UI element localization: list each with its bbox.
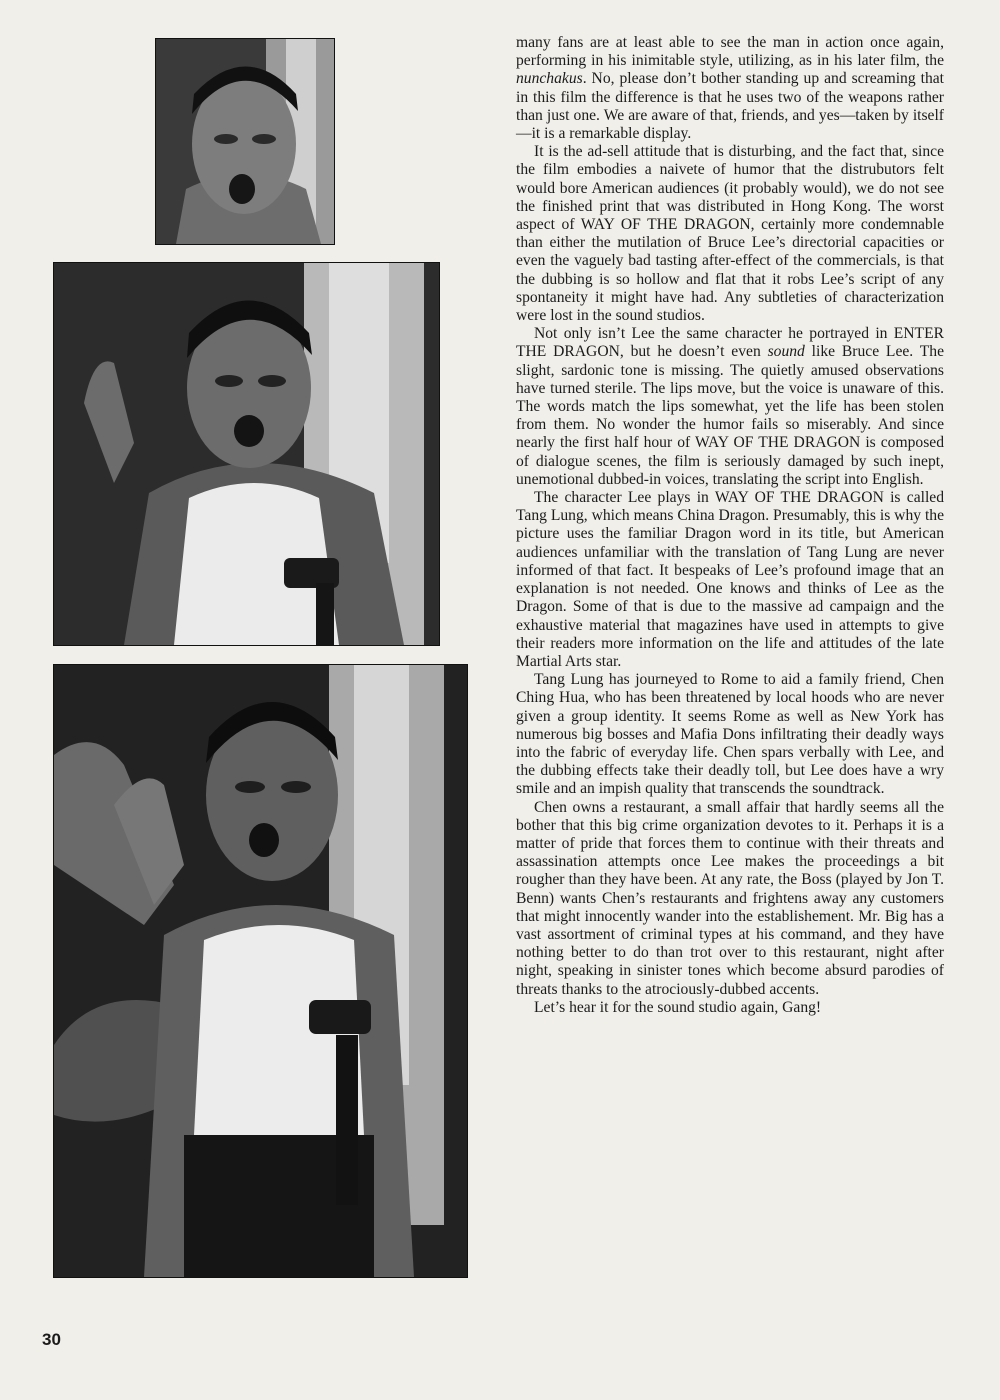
article-paragraph-1 — [516, 34, 944, 143]
article-paragraph-4: The character Lee plays in WAY OF THE DRAGON is called Tang Lung, which means China Dragon. Presumably, this is why the picture uses the familiar Dragon word in its title, but American audiences unfamiliar with the translation of Tang Lung are never informed of that fact. It bespeaks of Lee’s profound image that an explanation is not needed. One knows and thinks of Lee as the Dragon. Some of that is due to the massive ad campaign and the exhaustive material that magazines have used in attempts to give their readers more information on the life and attitudes of the late Martial Arts star. — [516, 489, 944, 670]
paragraph-3-part-a: Not only isn’t Lee the same character he portrayed in ENTER THE DRAGON, but he doesn’t even — [516, 325, 944, 361]
article-text-column — [516, 34, 944, 1017]
paragraph-3-italic: sound — [767, 343, 805, 361]
photo-bottom-nunchaku-stance — [53, 664, 468, 1278]
photo-top-illustration — [156, 39, 334, 244]
photo-top-face-closeup — [155, 38, 335, 245]
article-paragraph-2: It is the ad-sell attitude that is disturbing, and the fact that, since the film embodies a naivete of humor that the distrubutors felt would bore American audiences (it probably would), we do not see the finished print that was distributed in Hong Kong. The worst aspect of WAY OF THE DRAGON, certainly more condemnable than either the mutilation of Bruce Lee’s directorial capacities or even the vaguely bad tasting after-effect of the commercials, is that the dubbing is so hollow and flat that it robs Lee’s script of any spontaneity it might have had. Any subtleties of characterization were lost in the sound studios. — [516, 143, 944, 325]
photo-bottom-illustration — [54, 665, 467, 1277]
article-paragraph-7: Let’s hear it for the sound studio again, Gang! — [534, 998, 822, 1016]
photo-middle-illustration — [54, 263, 439, 645]
page-number: 30 — [42, 1330, 61, 1349]
paragraph-1-part-a: many fans are at least able to see the man in action once again, performing in his inimitable style, utilizing, as in his later film, the — [516, 34, 944, 70]
article-paragraph-6: Chen owns a restaurant, a small affair that hardly seems all the bother that this big crime organization devotes to it. Perhaps it is a matter of pride that forces them to continue with their threats and assassination attempts once Lee makes the proceedings a bit rougher than they have been. At any rate, the Boss (played by Jon T. Benn) wants Chen’s restaurants and frightens away any customers that might innocently wander into the establishement. Mr. Big has a vast assortment of criminal types at his command, and they have nothing better to do than trot over to this restaurant, night after night, speaking in sinister tones which become absurd parodies of threats thanks to the atrociously-dubbed accents. — [516, 798, 944, 998]
article-paragraph-5: Tang Lung has journeyed to Rome to aid a family friend, Chen Ching Hua, who has been threatened by local hoods who are never given a group identity. It seems Rome as well as New York has numerous big bosses and Mafia Dons infiltrating their deadly ways into the fabric of everyday life. Chen spars verbally with Lee, and the dubbing effects take their deadly toll, but Lee does have a wry smile and an impish quality that transcends the soundtrack. — [516, 671, 944, 798]
article-paragraph-3 — [516, 325, 944, 489]
photo-middle-fighting-pose — [53, 262, 440, 646]
paragraph-1-part-b: . No, please don’t bother standing up and screaming that in this film the difference is that he uses two of the weapons rather than just one. We are aware of that, friends, and yes—taken by itself—it is a remarkable display. — [516, 70, 944, 143]
paragraph-1-italic: nunchakus — [516, 70, 583, 88]
paragraph-3-part-b: like Bruce Lee. The slight, sardonic tone is missing. The quietly amused observations have turned sterile. The lips move, but the voice is unaware of this. The words match the lips somewhat, yet the life has been stolen from them. No wonder the humor fails so miserably. And since nearly the first half hour of WAY OF THE DRAGON is composed of dialogue scenes, the film is seriously damaged by such inept, unemotional dubbed-in voices, translating the script into English. — [516, 343, 944, 488]
